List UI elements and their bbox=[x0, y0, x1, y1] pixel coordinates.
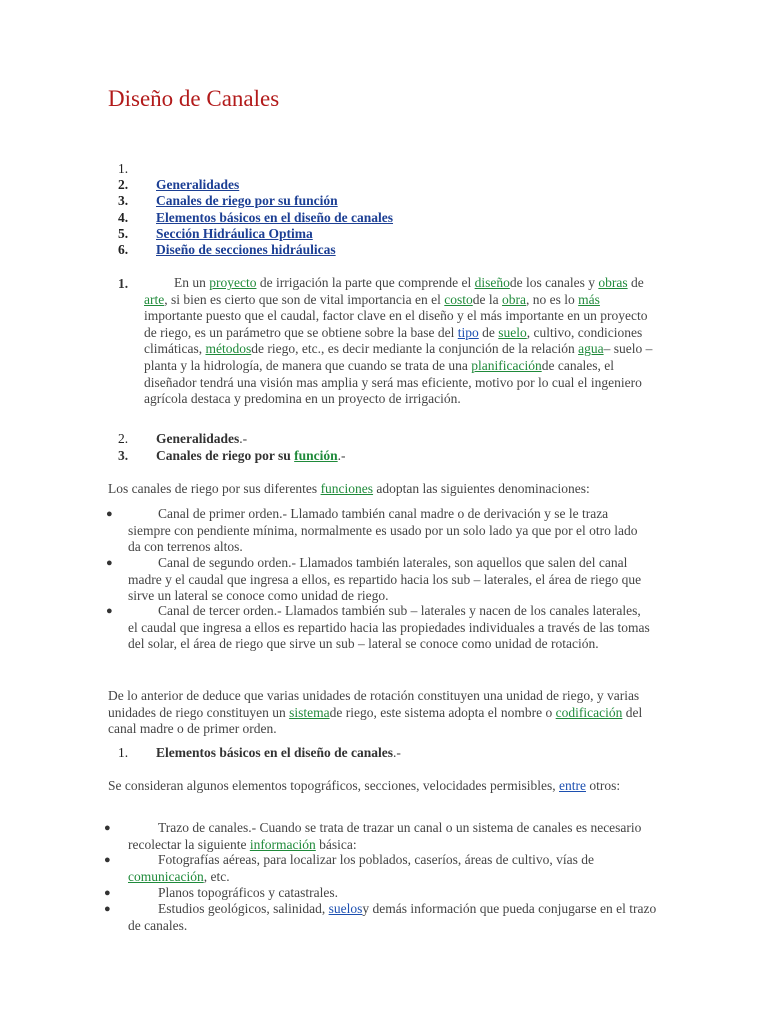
toc-link-diseno-secciones[interactable]: Diseño de secciones hidráulicas bbox=[156, 242, 336, 257]
bullet-icon: ● bbox=[106, 557, 113, 569]
toc-item bbox=[118, 226, 313, 242]
link-diseno[interactable]: diseño bbox=[474, 275, 510, 290]
text: Fotografías aéreas, para localizar los poblados, caseríos, áreas de cultivo, vías de bbox=[158, 852, 594, 867]
paragraph-deduce bbox=[108, 688, 668, 738]
toc-item bbox=[118, 210, 393, 226]
text: de la bbox=[472, 291, 503, 307]
text: y demás información que pueda conjugarse en el trazo de canales. bbox=[128, 901, 657, 933]
text: de bbox=[630, 275, 644, 290]
link-tipo[interactable]: tipo bbox=[457, 324, 479, 340]
heading-number: 1. bbox=[118, 745, 129, 760]
toc-link-canales-riego[interactable]: Canales de riego por su función bbox=[156, 193, 338, 208]
link-informacion[interactable]: información bbox=[249, 836, 316, 852]
link-obra[interactable]: obra bbox=[502, 291, 527, 307]
bullet-icon: ● bbox=[104, 903, 111, 915]
text: importante puesto que el caudal, factor clave en el diseño y el más importante en un proyecto de riego, es un parámetro que se obtiene sobre la base del bbox=[144, 308, 648, 340]
paragraph-funciones bbox=[108, 481, 668, 498]
toc-link-seccion-hidraulica[interactable]: Sección Hidráulica Optima bbox=[156, 226, 313, 241]
intro-number: 1. bbox=[118, 276, 129, 291]
toc-number: 6. bbox=[118, 242, 129, 257]
list-item bbox=[128, 555, 653, 605]
heading-generalidades bbox=[118, 431, 247, 447]
text: básica: bbox=[315, 836, 357, 852]
heading-number: 3. bbox=[118, 448, 129, 463]
link-suelo[interactable]: suelo bbox=[498, 324, 527, 340]
text: , etc. bbox=[203, 868, 230, 884]
toc-item bbox=[118, 242, 336, 258]
text: Planos topográficos y catastrales. bbox=[158, 885, 338, 900]
text: de los canales y bbox=[509, 275, 599, 290]
text: Canal de segundo orden.- Llamados también laterales, son aquellos que salen del canal madre y el caudal que ingresa a ellos, es repartido hacia los sub – laterales, el área de riego que sirve un lateral se conoce como unidad de riego. bbox=[128, 555, 642, 604]
text: Canal de primer orden.- Llamado también canal madre o de derivación y se le traza siempre con pendiente mínima, normalmente es usado por un solo lado ya que por el otro lado da con terrenos altos. bbox=[128, 506, 638, 555]
text: adoptan las siguientes denominaciones: bbox=[373, 481, 590, 496]
link-comunicacion[interactable]: comunicación bbox=[128, 868, 204, 884]
link-funcion[interactable]: función bbox=[294, 448, 338, 463]
text: de bbox=[478, 324, 499, 340]
bullet-icon: ● bbox=[104, 854, 111, 866]
intro-paragraph bbox=[144, 275, 659, 408]
text: , cultivo, condiciones climáticas, bbox=[144, 324, 643, 357]
link-codificacion[interactable]: codificación bbox=[555, 704, 623, 720]
text: del canal madre o de primer orden. bbox=[108, 704, 643, 737]
link-arte[interactable]: arte bbox=[144, 291, 165, 307]
link-costo[interactable]: costo bbox=[444, 291, 473, 307]
bullet-icon: ● bbox=[106, 508, 113, 520]
link-obras[interactable]: obras bbox=[598, 275, 628, 290]
toc-number: 1. bbox=[118, 161, 129, 176]
text: Se consideran algunos elementos topográficos, secciones, velocidades permisibles, bbox=[108, 778, 559, 793]
heading-text: Elementos básicos en el diseño de canales bbox=[156, 745, 394, 760]
list-item bbox=[128, 603, 653, 653]
list-item bbox=[128, 885, 648, 902]
list-item bbox=[128, 506, 648, 556]
toc-item bbox=[118, 193, 338, 209]
toc-number: 4. bbox=[118, 210, 129, 225]
heading-suffix: .- bbox=[337, 448, 346, 463]
text: De lo anterior de deduce que varias unidades de rotación constituyen una unidad de riego, y varias unidades de riego constituyen un bbox=[108, 688, 640, 720]
link-mas[interactable]: más bbox=[578, 291, 600, 307]
toc-number: 5. bbox=[118, 226, 129, 241]
text: , si bien es cierto que son de vital importancia en el bbox=[164, 291, 445, 307]
document-title: Diseño de Canales bbox=[108, 86, 280, 111]
link-suelos[interactable]: suelos bbox=[328, 901, 363, 916]
toc-link-elementos-basicos[interactable]: Elementos básicos en el diseño de canales bbox=[156, 210, 394, 225]
link-agua[interactable]: agua bbox=[578, 341, 604, 357]
link-metodos[interactable]: métodos bbox=[205, 341, 252, 357]
list-item bbox=[128, 820, 648, 853]
bullet-icon: ● bbox=[104, 822, 111, 834]
toc-link-generalidades[interactable]: Generalidades bbox=[156, 177, 240, 192]
heading-elementos-basicos bbox=[118, 745, 401, 761]
text: , no es lo bbox=[526, 291, 575, 307]
paragraph-elementos bbox=[108, 778, 668, 795]
heading-suffix: .- bbox=[393, 745, 401, 760]
heading-text: Generalidades bbox=[156, 431, 240, 446]
text: de canales, el diseñador tendrá una visión mas amplia y será mas eficiente, motivo por lo cual el ingeniero agrícola destaca y predomina en un proyecto de irrigación. bbox=[144, 357, 642, 407]
toc-item bbox=[118, 177, 239, 193]
text: Estudios geológicos, salinidad, bbox=[158, 901, 329, 916]
toc-number: 3. bbox=[118, 193, 129, 208]
heading-number: 2. bbox=[118, 431, 129, 446]
text: de irrigación la parte que comprende el bbox=[256, 275, 475, 290]
link-sistema[interactable]: sistema bbox=[289, 704, 330, 720]
toc-number: 2. bbox=[118, 177, 129, 192]
link-entre[interactable]: entre bbox=[559, 778, 586, 793]
text: Los canales de riego por sus diferentes bbox=[108, 481, 321, 496]
bullet-icon: ● bbox=[106, 605, 113, 617]
text: Canal de tercer orden.- Llamados también sub – laterales y nacen de los canales laterales, el caudal que ingresa a ellos es repartido hacia las propiedades individuales a través de las tomas del solar, el área de riego que sirve un sub – lateral se conoce como unidad de rotación. bbox=[128, 603, 650, 652]
heading-text: Canales de riego por su bbox=[156, 448, 295, 463]
text: En un bbox=[174, 275, 210, 290]
heading-suffix: .- bbox=[239, 431, 248, 446]
text: de riego, este sistema adopta el nombre o bbox=[329, 704, 556, 720]
toc-item bbox=[118, 161, 156, 177]
link-proyecto[interactable]: proyecto bbox=[209, 275, 257, 290]
heading-canales-riego bbox=[118, 448, 346, 464]
list-item bbox=[128, 852, 648, 885]
text: – suelo – planta y la hidrología, de manera que cuando se trata de una bbox=[144, 341, 653, 373]
link-planificacion[interactable]: planificación bbox=[471, 357, 542, 373]
text: de riego, etc., es decir mediante la conjunción de la relación bbox=[251, 341, 579, 357]
list-item bbox=[128, 901, 663, 934]
text: Trazo de canales.- Cuando se trata de trazar un canal o un sistema de canales es necesario recolectar la siguiente bbox=[128, 820, 642, 852]
bullet-icon: ● bbox=[104, 887, 111, 899]
link-funciones[interactable]: funciones bbox=[320, 481, 374, 496]
text: otros: bbox=[585, 778, 621, 793]
